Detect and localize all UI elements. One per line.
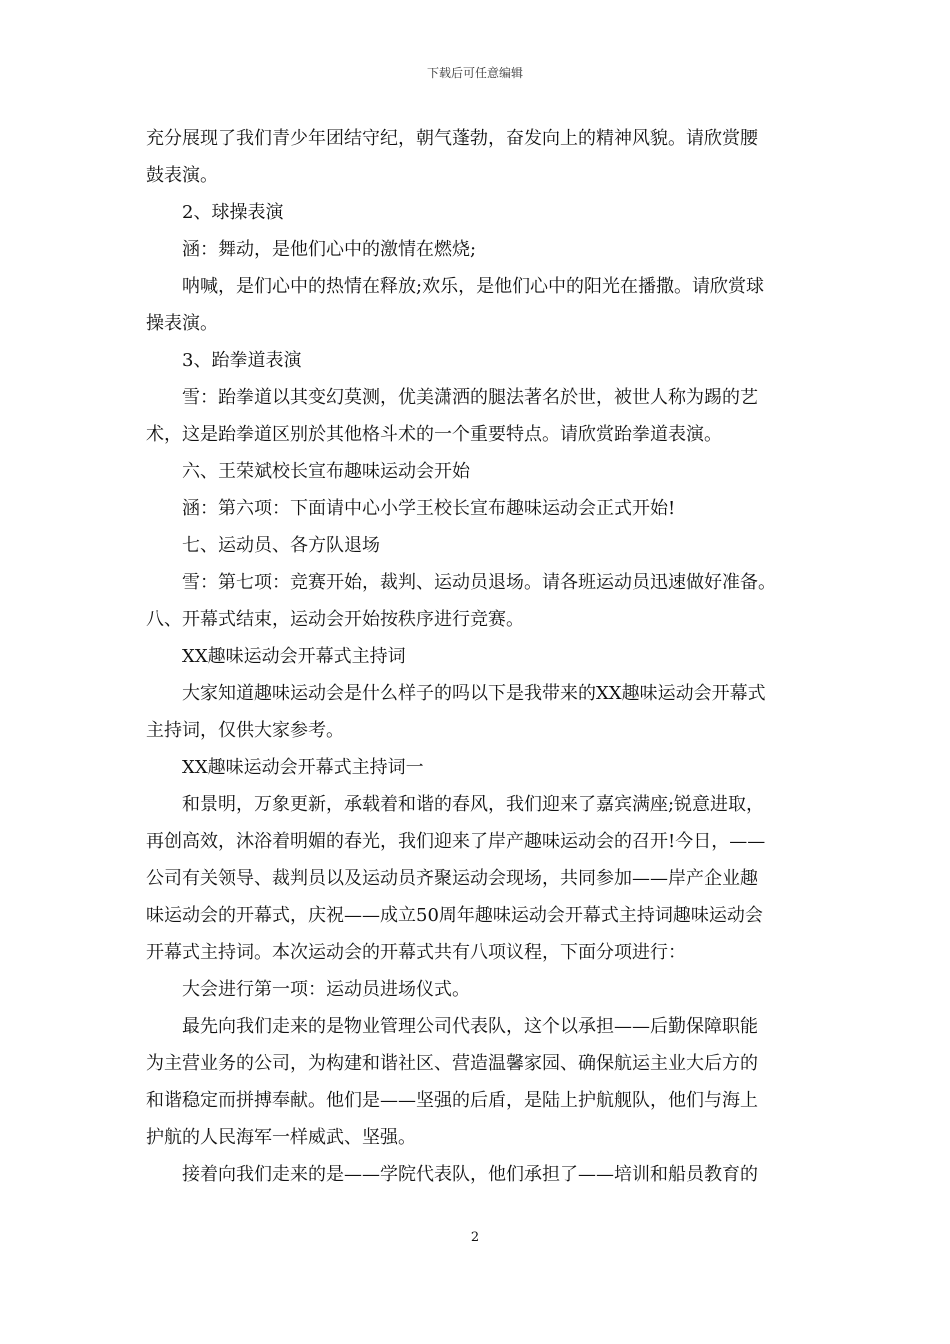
- text-line: XX趣味运动会开幕式主持词一: [182, 757, 424, 778]
- text-line: 再创高效，沐浴着明媚的春光，我们迎来了岸产趣味运动会的召开!今日，——: [146, 831, 766, 852]
- text-line: 七、运动员、各方队退场: [182, 535, 380, 556]
- text-line: 和景明，万象更新，承载着和谐的春风，我们迎来了嘉宾满座;锐意进取，: [182, 794, 765, 815]
- text-line: 八、开幕式结束，运动会开始按秩序进行竞赛。: [146, 609, 524, 630]
- text-line: 2、球操表演: [182, 202, 284, 223]
- text-line: 涵：舞动，是他们心中的激情在燃烧;: [182, 239, 477, 260]
- text-line: 术，这是跆拳道区别於其他格斗术的一个重要特点。请欣赏跆拳道表演。: [146, 424, 722, 445]
- text-line: 鼓表演。: [146, 165, 218, 186]
- text-line: 味运动会的开幕式，庆祝——成立50周年趣味运动会开幕式主持词趣味运动会: [146, 905, 763, 926]
- document-body: [146, 120, 822, 1193]
- text-line: 和谐稳定而拼搏奉献。他们是——坚强的后盾，是陆上护航舰队，他们与海上: [146, 1090, 758, 1111]
- text-line: 为主营业务的公司，为构建和谐社区、营造温馨家园、确保航运主业大后方的: [146, 1053, 758, 1074]
- page-header: 下载后可任意编辑: [426, 66, 523, 80]
- text-line: 涵：第六项：下面请中心小学王校长宣布趣味运动会正式开始!: [182, 498, 676, 519]
- text-line: 主持词，仅供大家参考。: [146, 720, 344, 741]
- text-line: 接着向我们走来的是——学院代表队，他们承担了——培训和船员教育的: [182, 1164, 758, 1185]
- text-line: 雪：第七项：竞赛开始，裁判、运动员退场。请各班运动员迅速做好准备。: [182, 572, 776, 593]
- text-line: 大会进行第一项：运动员进场仪式。: [182, 979, 470, 1000]
- text-line: 充分展现了我们青少年团结守纪，朝气蓬勃，奋发向上的精神风貌。请欣赏腰: [146, 128, 758, 149]
- text-line: 呐喊，是们心中的热情在释放;欢乐，是他们心中的阳光在播撒。请欣赏球: [182, 276, 765, 297]
- text-line: 雪：跆拳道以其变幻莫测，优美潇洒的腿法著名於世，被世人称为踢的艺: [182, 387, 758, 408]
- text-line: 3、跆拳道表演: [182, 350, 302, 371]
- text-line: 大家知道趣味运动会是什么样子的吗以下是我带来的XX趣味运动会开幕式: [182, 683, 766, 704]
- text-line: 开幕式主持词。本次运动会的开幕式共有八项议程，下面分项进行：: [146, 942, 686, 963]
- text-line: 公司有关领导、裁判员以及运动员齐聚运动会现场，共同参加——岸产企业趣: [146, 868, 758, 889]
- text-line: 操表演。: [146, 313, 218, 334]
- text-line: XX趣味运动会开幕式主持词: [182, 646, 406, 667]
- page-number: 2: [470, 1230, 480, 1245]
- text-line: 六、王荣斌校长宣布趣味运动会开始: [182, 461, 470, 482]
- text-line: 最先向我们走来的是物业管理公司代表队，这个以承担——后勤保障职能: [182, 1016, 758, 1037]
- text-line: 护航的人民海军一样威武、坚强。: [146, 1127, 416, 1148]
